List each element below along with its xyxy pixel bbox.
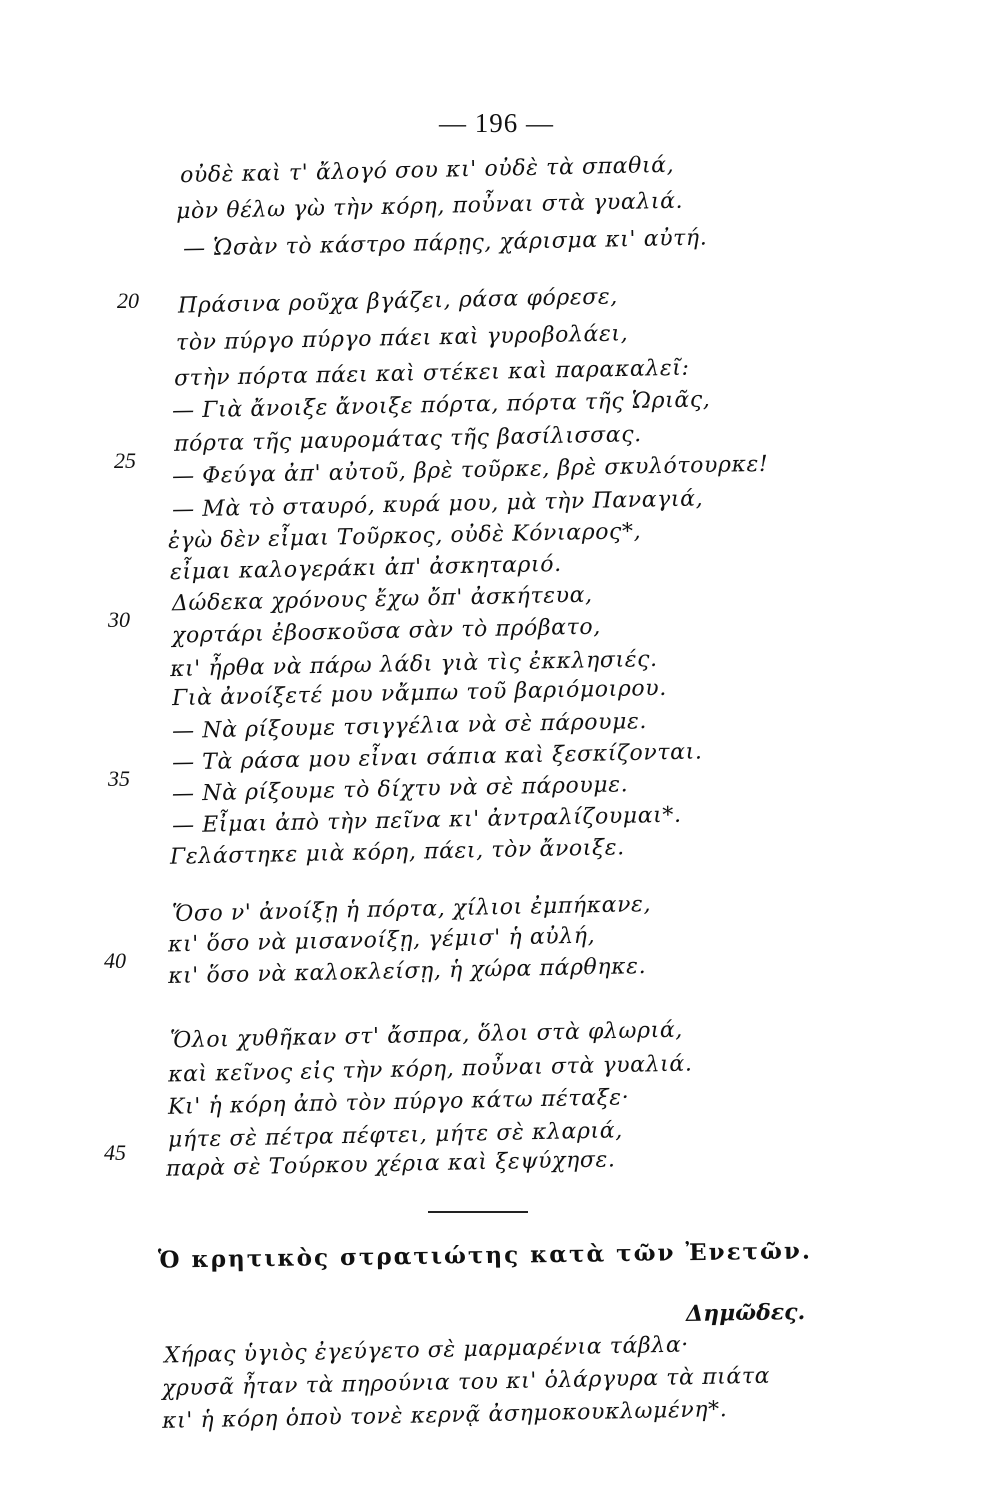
section-line: Χήρας ὑγιὸς ἐγεύγετο σὲ μαρμαρένια τάβλα· [163,1332,690,1369]
poem-line: εἶμαι καλογεράκι ἀπ' ἀσκηταριό. [169,551,562,586]
section-subtitle: Δημῶδες. [685,1298,806,1328]
poem-line: χορτάρι ἐβοσκοῦσα σὰν τὸ πρόβατο, [171,614,602,649]
poem-line: Δώδεκα χρόνους ἔχω ὄπ' ἀσκήτευα, [171,582,593,617]
poem-line: Κι' ἡ κόρη ἀπὸ τὸν πύργο κάτω πέταξε· [167,1085,630,1120]
poem-line: κι' ὅσο νὰ καλοκλείσῃ, ἡ χώρα πάρθηκε. [167,953,647,990]
poem-line: μὸν θέλω γὼ τὴν κόρη, ποὖναι στὰ γυαλιά. [175,188,684,225]
poem-line: κι' ὅσο νὰ μισανοίξῃ, γέμισ' ἡ αὐλή, [167,923,596,958]
poem-line: — Νὰ ρίξουμε τὸ δίχτυ νὰ σὲ πάρουμε. [171,772,629,807]
poem-line: καὶ κεῖνος εἰς τὴν κόρη, ποὖναι στὰ γυαλιά. [167,1051,693,1088]
poem-line: — Φεύγα ἀπ' αὐτοῦ, βρὲ τοῦρκε, βρὲ σκυλότουρκε! [171,451,769,490]
poem-line: — Ὡσὰν τὸ κάστρο πάρῃς, χάρισμα κι' αὐτή. [182,225,708,262]
line-number: 35 [108,766,130,791]
line-number: 40 [104,948,126,973]
poem-line: — Τὰ ράσα μου εἶναι σάπια καὶ ξεσκίζονται. [171,739,703,776]
poem-line: στὴν πόρτα πάει καὶ στέκει καὶ παρακαλεῖ: [173,355,690,392]
section-line: κι' ἡ κόρη ὁποὺ τονὲ κερνᾷ ἀσημοκουκλωμένη*. [161,1397,728,1434]
poem-line: — Εἶμαι ἀπὸ τὴν πεῖνα κι' ἀντραλίζουμαι*. [171,802,682,839]
poem-line: μήτε σὲ πέτρα πέφτει, μήτε σὲ κλαριά, [167,1118,624,1153]
poem-line: τὸν πύργο πύργο πάει καὶ γυροβολάει, [175,321,629,356]
section-title: Ὁ κρητικὸς στρατιώτης κατὰ τῶν Ἐνετῶν. [157,1237,813,1274]
line-number: 30 [108,607,130,632]
poem-line: Γιὰ ἀνοίξετέ μου νἄμπω τοῦ βαριόμοιρου. [171,675,668,712]
poem-line: Πράσινα ροῦχα βγάζει, ράσα φόρεσε, [177,284,619,319]
poem-line: Ὅσο ν' ἀνοίξῃ ἡ πόρτα, χίλιοι ἐμπήκανε, [171,891,652,928]
poem-line: — Μὰ τὸ σταυρό, κυρά μου, μὰ τὴν Παναγιά, [171,486,704,523]
section-divider [428,1211,528,1213]
poem-line: οὐδὲ καὶ τ' ἄλογό σου κι' οὐδὲ τὰ σπαθιά, [179,152,675,189]
poem-line: παρὰ σὲ Τούρκου χέρια καὶ ξεψύχησε. [165,1147,616,1182]
poem-line: — Νὰ ρίξουμε τσιγγέλια νὰ σὲ πάρουμε. [171,709,648,744]
line-number: 20 [117,288,139,313]
line-number: 45 [104,1140,126,1165]
poem-line: — Γιὰ ἄνοιξε ἄνοιξε πόρτα, πόρτα τῆς Ὡριᾶς, [171,387,711,424]
line-number: 25 [114,448,136,473]
section-line: χρυσᾶ ἦταν τὰ πηρούνια του κι' ὁλάργυρα τὰ πιάτα [161,1363,771,1402]
poem-line: κι' ἦρθα νὰ πάρω λάδι γιὰ τὶς ἐκκλησιές. [169,646,658,683]
poem-line: πόρτα τῆς μαυρομάτας τῆς βασίλισσας. [173,422,643,457]
poem-line: Ὅλοι χυθῆκαν στ' ἄσπρα, ὅλοι στὰ φλωριά, [169,1017,684,1054]
page-number: — 196 — [439,108,554,138]
poem-line: Γελάστηκε μιὰ κόρη, πάει, τὸν ἄνοιξε. [169,835,625,870]
poem-line: ἐγὼ δὲν εἶμαι Τοῦρκος, οὐδὲ Κόνιαρος*, [167,519,642,554]
